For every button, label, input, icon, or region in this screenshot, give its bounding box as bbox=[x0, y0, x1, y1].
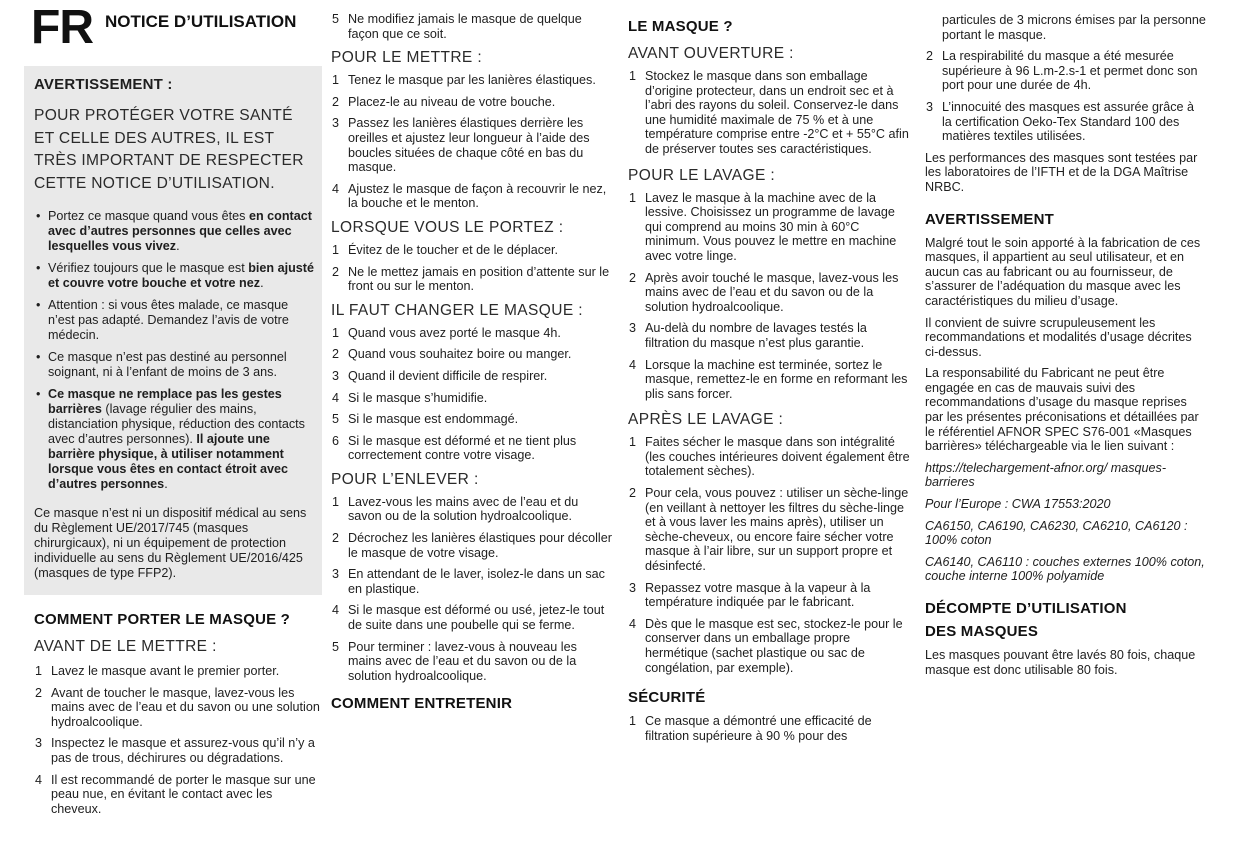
list-item: 1 Stockez le masque dans son emballage d’origine protecteur, dans un endroit sec et à l’abri des rayons du soleil. Conservez-le dans une humidité maximale de 75 % et à une température comprise entre -2°C et + 55°C afin de préserver toutes ses caractéristiques. bbox=[629, 69, 909, 156]
list-item: 4 Dès que le masque est sec, stockez-le pour le conserver dans un emballage propre hermétique (sachet plastique ou sac de congélation, par exemple). bbox=[629, 616, 903, 675]
list-item: 5 Ne modifiez jamais le masque de quelque façon que ce soit. bbox=[332, 12, 582, 41]
list-item: 1 Faites sécher le masque dans son intégralité (les couches intérieures doivent également être totalement sèches). bbox=[629, 435, 910, 479]
list-ouverture bbox=[628, 69, 914, 157]
list-item: 2 Pour cela, vous pouvez : utiliser un sèche-linge (en veillant à nettoyer les filtres du sèche-linge et à vous laver les mains après), utiliser un sèche-cheveux, ou encore faire sécher votre masque à l’air libre, sur un support propre et désinfecté. bbox=[629, 486, 909, 574]
list-item: 1 Ce masque a démontré une efficacité de filtration supérieure à 90 % pour des bbox=[629, 714, 872, 743]
language-code: FR bbox=[31, 1, 93, 54]
disclaimer-paragraph-2: Il convient de suivre scrupuleusement les recommandations et modalités d’usage décrites ci-dessus. bbox=[925, 315, 1192, 359]
warning-bullets bbox=[34, 209, 314, 492]
product-refs-2: CA6140, CA6110 : couches externes 100% coton, couche interne 100% polyamide bbox=[925, 554, 1205, 584]
column-2 bbox=[331, 12, 613, 712]
column-3 bbox=[628, 18, 914, 750]
list-item: 1 Lavez le masque avant le premier porter. bbox=[35, 664, 280, 678]
column-1 bbox=[24, 0, 322, 823]
warning-box bbox=[24, 66, 322, 595]
list-securite-cont bbox=[925, 13, 1207, 144]
product-refs-1: CA6150, CA6190, CA6230, CA6210, CA6120 : 100% coton bbox=[925, 518, 1188, 548]
afnor-link[interactable]: https://telechargement-afnor.org/ masques-barrieres bbox=[925, 460, 1167, 490]
subsection-title-enlever: POUR L’ENLEVER : bbox=[331, 470, 479, 488]
section-title-porter: COMMENT PORTER LE MASQUE ? bbox=[34, 611, 291, 628]
list-item: 3 Au-delà du nombre de lavages testés la filtration du masque n’est plus garantie. bbox=[629, 321, 867, 350]
section-title-avertissement: AVERTISSEMENT bbox=[925, 210, 1055, 228]
list-item: • Vérifiez toujours que le masque est bien ajusté et couvre votre bouche et votre nez. bbox=[34, 261, 314, 291]
subsection-title-portez: LORSQUE VOUS LE PORTEZ : bbox=[331, 218, 564, 236]
list-item: 2 Après avoir touché le masque, lavez-vous les mains avec de l’eau et du savon ou de la solution hydroalcoolique. bbox=[629, 270, 899, 314]
list-item: 4 Si le masque est déformé ou usé, jetez-le tout de suite dans une poubelle qui se ferme. bbox=[332, 603, 605, 633]
performance-note: Les performances des masques sont testées par les laboratoires de l’IFTH et de la DGA Maîtrise NRBC. bbox=[925, 150, 1198, 194]
subsection-title-mettre: POUR LE METTRE : bbox=[331, 49, 483, 67]
list-item: particules de 3 microns émises par la personne portant le masque. bbox=[942, 13, 1206, 42]
list-enlever bbox=[331, 495, 613, 684]
list-item: 2 Avant de toucher le masque, lavez-vous les mains avec de l’eau et du savon ou une solution hydroalcoolique. bbox=[35, 685, 320, 729]
list-item: 2 Ne le mettez jamais en position d’attente sur le front ou sur le menton. bbox=[332, 264, 610, 294]
list-item: 4 Si le masque s’humidifie. bbox=[332, 390, 488, 405]
list-item: 3 Quand il devient difficile de respirer. bbox=[332, 368, 548, 383]
list-item: 1 Quand vous avez porté le masque 4h. bbox=[332, 325, 561, 340]
list-item: 3 Repassez votre masque à la vapeur à la température indiquée par le fabricant. bbox=[629, 580, 871, 610]
europe-reference: Pour l’Europe : CWA 17553:2020 bbox=[925, 497, 1111, 512]
subsection-title-lavage: POUR LE LAVAGE : bbox=[628, 166, 776, 184]
list-item: 3 Passez les lanières élastiques derrière les oreilles et ajustez leur longueur à l’aide des boucles situées de chaque côté en bas du masque. bbox=[332, 116, 590, 175]
section-title-decompte bbox=[925, 600, 1207, 640]
list-changer bbox=[331, 326, 613, 463]
list-portez bbox=[331, 243, 613, 294]
list-avant-cont bbox=[331, 12, 613, 41]
header bbox=[24, 0, 322, 66]
list-item: 1 Évitez de le toucher et de le déplacer. bbox=[332, 242, 559, 257]
list-avant bbox=[34, 664, 322, 816]
list-item: 1 Tenez le masque par les lanières élastiques. bbox=[332, 73, 596, 88]
list-item: 5 Si le masque est endommagé. bbox=[332, 412, 519, 427]
section-title-entretenir: COMMENT ENTRETENIR bbox=[331, 695, 513, 713]
list-item: 3 Inspectez le masque et assurez-vous qu’il n’y a pas de trous, déchirures ou dégradations. bbox=[35, 736, 315, 765]
list-item: 2 Quand vous souhaitez boire ou manger. bbox=[332, 347, 572, 362]
list-item: 3 En attendant de le laver, isolez-le dans un sac en plastique. bbox=[332, 567, 605, 596]
list-item: 2 Placez-le au niveau de votre bouche. bbox=[332, 94, 556, 109]
section-title-securite: SÉCURITÉ bbox=[628, 689, 706, 707]
disclaimer-paragraph-1: Malgré tout le soin apporté à la fabrication de ces masques, il appartient au seul utilisateur, et en aucun cas au fabricant ou au fournisseur, de s’assurer de l’adéquation du masque avec les caractéristiques du milieu d’usage. bbox=[925, 235, 1201, 308]
warning-statement: POUR PROTÉGER VOTRE SANTÉ ET CELLE DES AUTRES, IL EST TRÈS IMPORTANT DE RESPECTER CETTE NOTICE D’UTILISATION. bbox=[34, 107, 304, 192]
list-item: 4 Lorsque la machine est terminée, sortez le masque, remettez-le en forme en reformant les plis sans forcer. bbox=[629, 357, 908, 401]
page-title: NOTICE D’UTILISATION bbox=[104, 12, 297, 31]
column-4 bbox=[925, 13, 1207, 684]
list-item: 1 Lavez le masque à la machine avec de la lessive. Choisissez un programme de lavage qui comprend au moins 30 min à 60°C minimum. Vous pouvez le mettre en machine avec votre linge. bbox=[629, 190, 897, 263]
subsection-title-apres: APRÈS LE LAVAGE : bbox=[628, 411, 784, 429]
list-item: 1 Lavez-vous les mains avec de l’eau et du savon ou de la solution hydroalcoolique. bbox=[332, 494, 579, 524]
decompte-title-line-1: DÉCOMPTE D’UTILISATION bbox=[925, 600, 1127, 617]
list-item: 3 L’innocuité des masques est assurée grâce à la certification Oeko-Tex Standard 100 des matières textiles utilisées. bbox=[926, 99, 1195, 144]
subsection-title-ouverture: AVANT OUVERTURE : bbox=[628, 45, 794, 62]
list-item: 2 Décrochez les lanières élastiques pour décoller le masque de votre visage. bbox=[332, 531, 612, 560]
list-apres bbox=[628, 435, 914, 675]
decompte-text: Les masques pouvant être lavés 80 fois, chaque masque est donc utilisable 80 fois. bbox=[925, 648, 1196, 677]
list-item: • Ce masque ne remplace pas les gestes barrières (lavage régulier des mains, distanciation physique, réduction des contacts avec d’autres personnes). Il ajoute une barrière physique, à utiliser notamment lorsque vous êtes en contact étroit avec d’autres personnes. bbox=[34, 387, 314, 492]
list-item: 4 Ajustez le masque de façon à recouvrir le nez, la bouche et le menton. bbox=[332, 181, 607, 211]
list-securite bbox=[628, 714, 914, 743]
subsection-title-changer: IL FAUT CHANGER LE MASQUE : bbox=[331, 301, 583, 319]
list-item: 2 La respirabilité du masque a été mesurée supérieure à 96 L.m-2.s-1 et permet donc son port pour une durée de 4h. bbox=[926, 49, 1198, 93]
subsection-title-avant: AVANT DE LE METTRE : bbox=[34, 638, 217, 655]
list-item: • Ce masque n’est pas destiné au personnel soignant, ni à l’enfant de moins de 3 ans. bbox=[34, 350, 314, 380]
list-mettre bbox=[331, 73, 613, 211]
warning-title: AVERTISSEMENT : bbox=[34, 76, 173, 93]
list-item: • Attention : si vous êtes malade, ce masque n’est pas adapté. Demandez l’avis de votre médecin. bbox=[34, 298, 314, 343]
list-item: 6 Si le masque est déformé et ne tient plus correctement contre votre visage. bbox=[332, 433, 577, 463]
list-lavage bbox=[628, 191, 914, 402]
disclaimer-paragraph-3: La responsabilité du Fabricant ne peut être engagée en cas de mauvais suivi des recommandations d’usage du masque reprises par les présentes préconisations et détaillées par le référentiel AFNOR SPEC S76-001 «Masques barrières» téléchargeable via le lien suivant : bbox=[925, 366, 1199, 454]
regulation-note: Ce masque n’est ni un dispositif médical au sens du Règlement UE/2017/745 (masques chirurgicaux), ni un équipement de protection individuelle au sens du Règlement UE/2016/425 (masques de type FFP2). bbox=[34, 506, 307, 580]
list-item: 5 Pour terminer : lavez-vous à nouveau les mains avec de l’eau et du savon ou de la solution hydroalcoolique. bbox=[332, 639, 577, 683]
section-title-entretenir-cont: LE MASQUE ? bbox=[628, 18, 733, 35]
list-item: • Portez ce masque quand vous êtes en contact avec d’autres personnes que celles avec lesquelles vous vivez. bbox=[34, 209, 314, 254]
list-item: 4 Il est recommandé de porter le masque sur une peau nue, en évitant le contact avec les cheveux. bbox=[35, 772, 316, 816]
decompte-title-line-2: DES MASQUES bbox=[925, 623, 1039, 640]
